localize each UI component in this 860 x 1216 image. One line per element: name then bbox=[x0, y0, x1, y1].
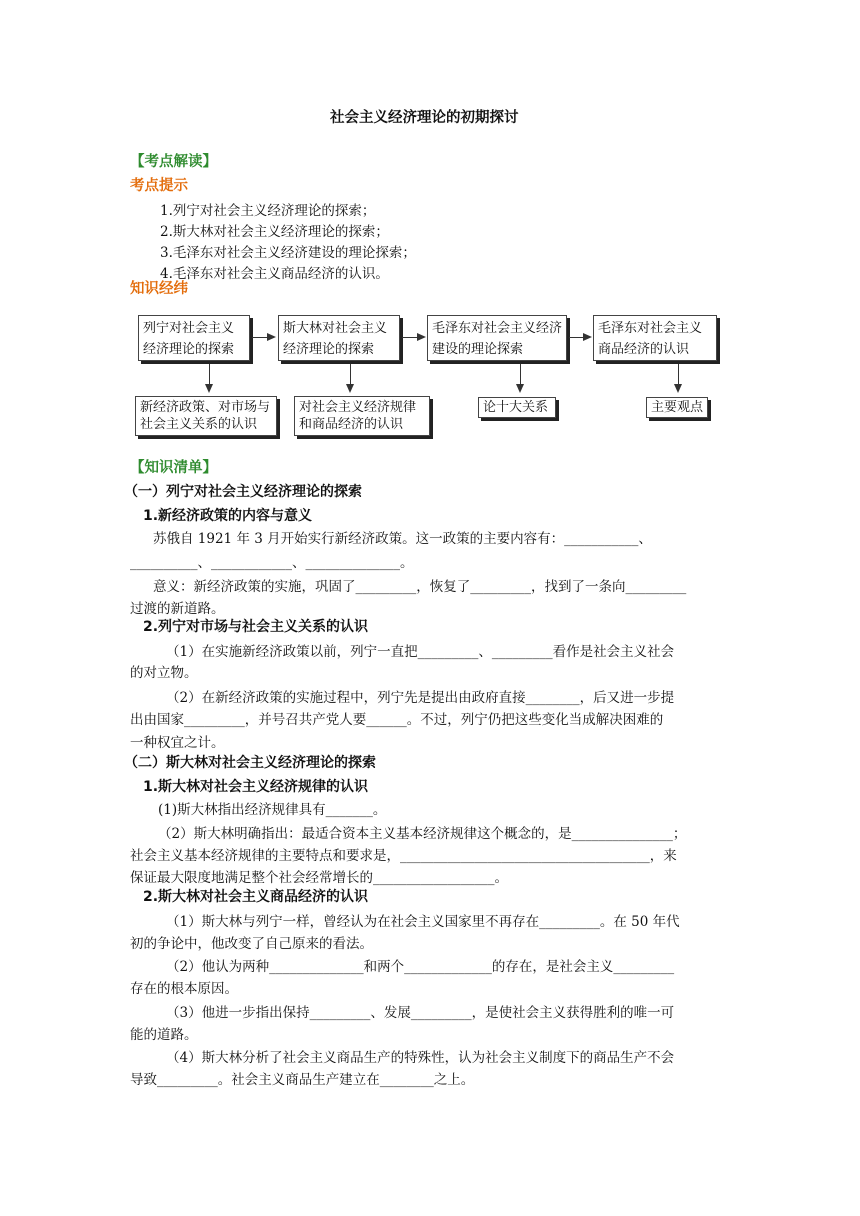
diagram-bottom-box-2: 对社会主义经济规律和商品经济的认识 bbox=[294, 396, 430, 436]
diagram-top-box-1: 列宁对社会主义经济理论的探索 bbox=[138, 315, 250, 361]
diagram-top-box-2: 斯大林对社会主义经济理论的探索 bbox=[278, 315, 400, 361]
section-1-2-heading: 2.列宁对市场与社会主义关系的认识 bbox=[143, 619, 369, 635]
arrow-down-head-2 bbox=[346, 384, 354, 393]
paragraph-line: （3）他进一步指出保持_________、发展_________，是使社会主义获得胜利的唯一可 bbox=[166, 1005, 675, 1021]
tishi-item-2: 2.斯大林对社会主义经济理论的探索； bbox=[160, 224, 389, 240]
paragraph-line: （1）在实施新经济政策以前，列宁一直把_________、_________看作是社会主义社会 bbox=[166, 644, 675, 660]
arrow-down-head-1 bbox=[205, 384, 213, 393]
paragraph-line: 苏俄自 1921 年 3 月开始实行新经济政策。这一政策的主要内容有：___________、 bbox=[153, 531, 652, 547]
section-2-2-heading: 2.斯大林对社会主义商品经济的认识 bbox=[143, 889, 369, 905]
arrow-down-line-2 bbox=[350, 364, 351, 384]
section-heading-zhishi-qingdan: 【知识清单】 bbox=[130, 460, 217, 476]
paragraph-line: （2）在新经济政策的实施过程中，列宁先是提出由政府直接________，后又进一步提 bbox=[166, 690, 675, 706]
diagram-bottom-box-1: 新经济政策、对市场与社会主义关系的认识 bbox=[135, 396, 277, 436]
paragraph-line: 初的争论中，他改变了自己原来的看法。 bbox=[130, 936, 373, 952]
page-title: 社会主义经济理论的初期探讨 bbox=[330, 110, 519, 126]
section-2-heading: （二）斯大林对社会主义经济理论的探索 bbox=[124, 755, 376, 771]
arrow-line-2-3 bbox=[402, 337, 417, 338]
paragraph-line: （2）斯大林明确指出：最适合资本主义基本经济规律这个概念的，是_______________； bbox=[158, 826, 687, 842]
paragraph-line: 社会主义基本经济规律的主要特点和要求是，_____________________________________，来 bbox=[130, 848, 677, 864]
arrow-line-1-2 bbox=[252, 337, 267, 338]
paragraph-line: __________、____________、______________。 bbox=[130, 555, 414, 571]
paragraph-line: 能的道路。 bbox=[130, 1027, 198, 1043]
section-2-1-heading: 1.斯大林对社会主义经济规律的认识 bbox=[143, 779, 369, 795]
paragraph-line: （4）斯大林分析了社会主义商品生产的特殊性，认为社会主义制度下的商品生产不会 bbox=[166, 1050, 675, 1066]
arrow-head-3-4 bbox=[583, 333, 592, 341]
diagram-top-box-3: 毛泽东对社会主义经济建设的理论探索 bbox=[427, 315, 567, 361]
diagram-bottom-box-3: 论十大关系 bbox=[478, 397, 556, 418]
arrow-head-2-3 bbox=[417, 333, 426, 341]
paragraph-line: 出由国家_________，并号召共产党人要______。不过，列宁仍把这些变化当成解决困难的 bbox=[130, 712, 664, 728]
paragraph-line: 意义：新经济政策的实施，巩固了_________，恢复了_________，找到了一条向_________ bbox=[153, 579, 687, 595]
paragraph-line: 一种权宜之计。 bbox=[130, 735, 225, 751]
arrow-down-line-3 bbox=[520, 364, 521, 384]
paragraph-line: 存在的根本原因。 bbox=[130, 981, 238, 997]
tishi-item-3: 3.毛泽东对社会主义经济建设的理论探索； bbox=[160, 245, 416, 261]
tishi-item-1: 1.列宁对社会主义经济理论的探索； bbox=[160, 203, 376, 219]
section-1-1-heading: 1.新经济政策的内容与意义 bbox=[143, 508, 313, 524]
arrow-down-line-4 bbox=[678, 364, 679, 384]
arrow-down-line-1 bbox=[209, 364, 210, 384]
paragraph-line: 保证最大限度地满足整个社会经常增长的__________________。 bbox=[130, 870, 508, 886]
arrow-head-1-2 bbox=[267, 333, 276, 341]
tishi-item-4: 4.毛泽东对社会主义商品经济的认识。 bbox=[160, 266, 389, 282]
paragraph-line: （2）他认为两种______________和两个_____________的存在，是社会主义_________ bbox=[166, 959, 675, 975]
diagram-bottom-box-4: 主要观点 bbox=[646, 397, 708, 418]
arrow-line-3-4 bbox=[569, 337, 583, 338]
paragraph-line: 的对立物。 bbox=[130, 665, 198, 681]
paragraph-line: 过渡的新道路。 bbox=[130, 601, 225, 617]
subheading-zhishi-jingwei: 知识经纬 bbox=[130, 281, 188, 297]
section-1-heading: （一）列宁对社会主义经济理论的探索 bbox=[124, 484, 362, 500]
subheading-kaodian-tishi: 考点提示 bbox=[130, 178, 188, 194]
paragraph-line: （1）斯大林与列宁一样，曾经认为在社会主义国家里不再存在_________。在 50 年代 bbox=[166, 914, 680, 930]
diagram-top-box-4: 毛泽东对社会主义商品经济的认识 bbox=[593, 315, 717, 361]
arrow-down-head-4 bbox=[674, 384, 682, 393]
paragraph-line: (1)斯大林指出经济规律具有_______。 bbox=[158, 802, 387, 818]
section-heading-kaodian-jiedu: 【考点解读】 bbox=[130, 154, 217, 170]
arrow-down-head-3 bbox=[516, 384, 524, 393]
paragraph-line: 导致_________。社会主义商品生产建立在________之上。 bbox=[130, 1072, 475, 1088]
